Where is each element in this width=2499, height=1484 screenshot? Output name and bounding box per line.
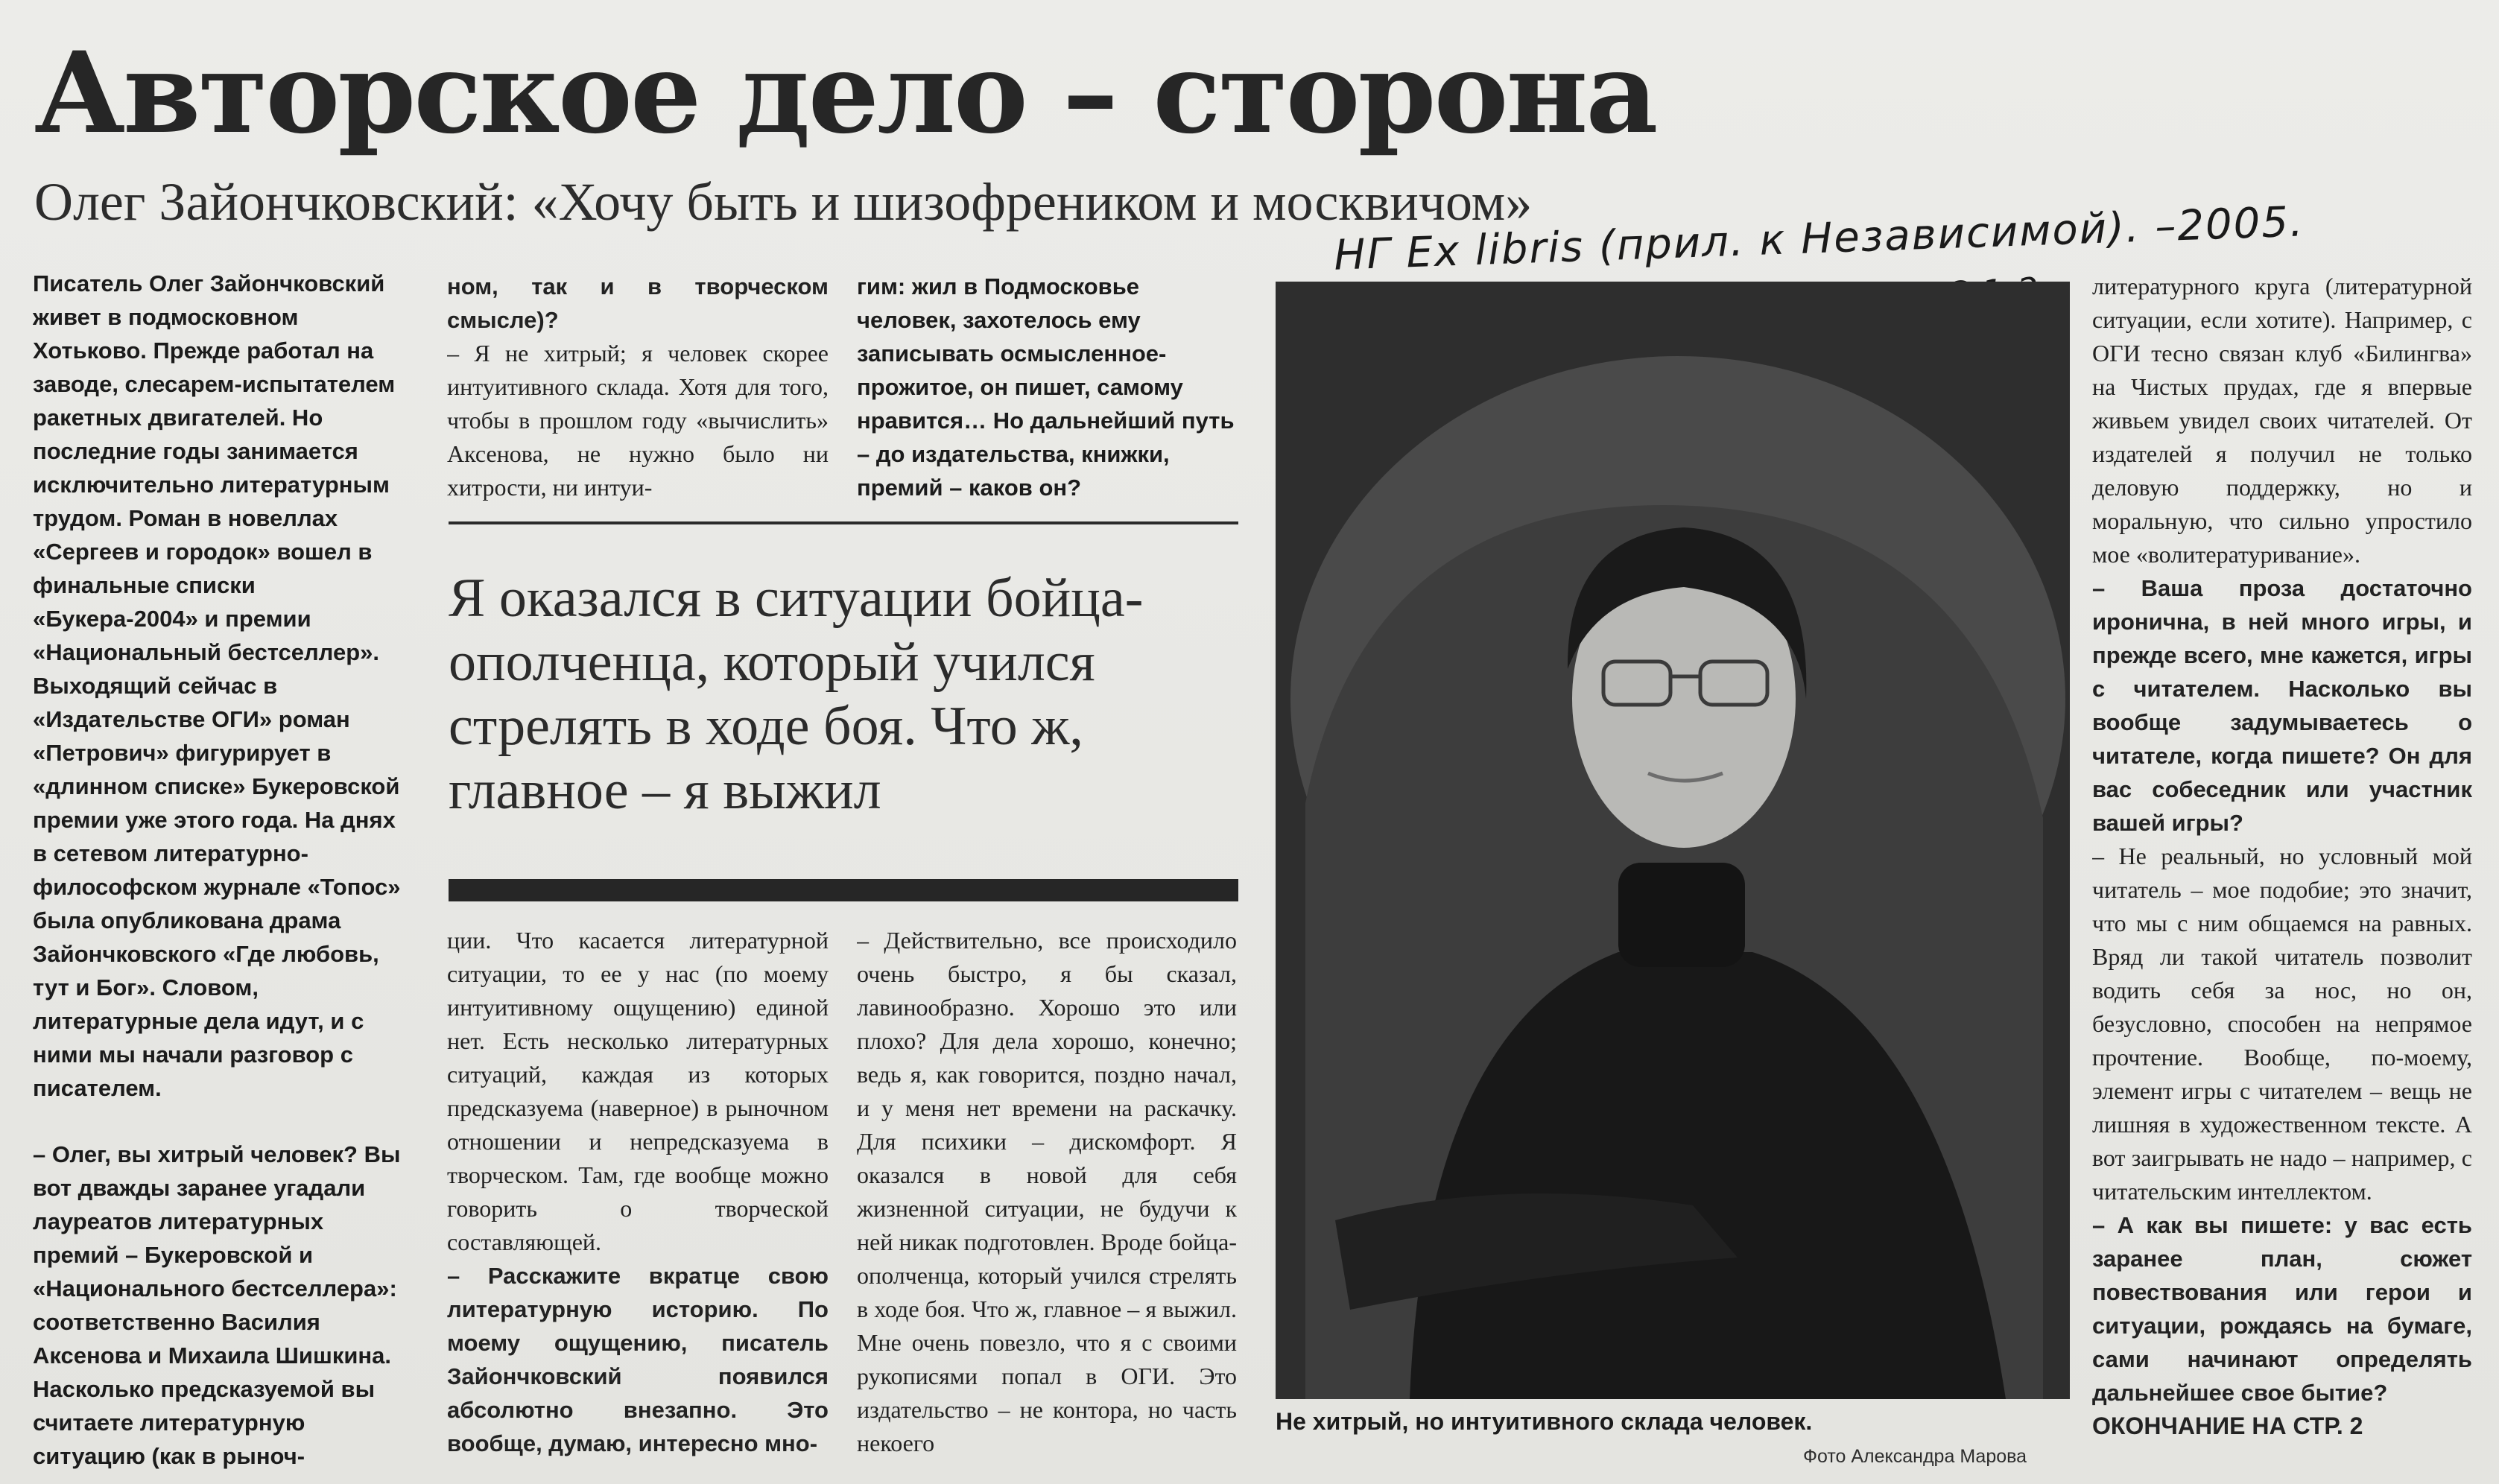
pullquote-top-rule [449, 521, 1238, 524]
column-3-bottom [857, 924, 1237, 1484]
pullquote: Я оказался в ситуации бойца-ополченца, который учился стрелять в ходе боя. Что ж, главное – я выжил [449, 568, 1144, 821]
column-3-top [857, 270, 1237, 501]
question-paragraph: гим: жил в Подмосковье человек, захотелось ему записывать осмысленное-прожитое, он пишет, самому нравится… Но дальнейший путь – до издательства, книжки, премий – каков он? [857, 273, 1235, 501]
photo-credit: Фото Александра Марова [1803, 1446, 2027, 1467]
answer-paragraph: – Не реальный, но условный мой читатель – мое подобие; это значит, что мы с ним общаемся на равных. Вряд ли такой читатель позволит водить себя за нос, но он, безусловно, способен на непрямое прочтение. Вообще, по-моему, элемент игры с читателем – вещь не лишняя в художественном тексте. А вот заигрывать не надо – например, с читательским интеллектом. [2092, 843, 2472, 1205]
pullquote-bottom-rule [449, 879, 1238, 901]
question-paragraph: – Ваша проза достаточно иронична, в ней много игры, и прежде всего, мне кажется, игры с читателем. Насколько вы вообще задумываетесь о читателе, когда пишете? Он для вас собеседник или участник вашей игры? [2092, 575, 2472, 836]
portrait-photo [1276, 282, 2070, 1399]
question-paragraph: – А как вы пишете: у вас есть заранее план, сюжет повествования или герои и ситуации, рождаясь на бумаге, сами начинают определять дальнейшее свое бытие? [2092, 1212, 2472, 1406]
question-ending: ном, так и в творческом смысле)? [447, 273, 829, 333]
portrait-illustration [1276, 282, 2070, 1399]
answer-paragraph: литературного круга (литературной ситуации, если хотите). Например, с ОГИ тесно связан клуб «Билингва» на Чистых прудах, где я впервые живьем увидел своих читателей. От издателей я получил не только деловую поддержку, но и моральную, что сильно упростило мое «волитературивание». [2092, 273, 2472, 568]
first-question: – Олег, вы хитрый человек? Вы вот дважды заранее угадали лауреатов литературных премий – Букеровской и «Национального бестселлера»: соответственно Василия Аксенова и Михаила Шишкина. Насколько предсказуемой вы считаете литературную ситуацию (как в рыноч- [33, 1141, 401, 1469]
answer-paragraph: – Я не хитрый; я человек скорее интуитивного склада. Хотя для того, чтобы в прошлом году «вычислить» Аксенова, не нужно было ни хитрости, ни интуи- [447, 340, 829, 501]
answer-paragraph: – Действительно, все происходило очень быстро, я бы сказал, лавинообразно. Хорошо это или плохо? Для дела хорошо, конечно; ведь я, как говорится, поздно начал, и у меня нет времени на раскачку. Для психики – дискомфорт. Я оказался в новой для себя жизненной ситуации, не будучи к ней никак подготовлен. Вроде бойца-ополченца, который учился стрелять в ходе боя. Что ж, главное – я выжил. Мне очень повезло, что я с своими рукописями попал в ОГИ. Это издательство – не контора, но часть некоего [857, 927, 1237, 1456]
headline: Авторское дело – сторона [34, 28, 1656, 159]
column-4 [2092, 270, 2472, 1484]
column-2-top [447, 270, 829, 501]
answer-paragraph: ции. Что касается литературной ситуации, то ее у нас (по моему интуитивному ощущению) единой нет. Есть несколько литературных ситуаций, каждая из которых предсказуема (наверное) в рыночном отношении и непредсказуема в творческом. Там, где вообще можно говорить о творческой составляющей. [447, 927, 829, 1255]
intro-paragraph: Писатель Олег Зайончковский живет в подмосковном Хотьково. Прежде работал на заводе, слесарем-испытателем ракетных двигателей. Но последние годы занимается исключительно литературным трудом. Роман в новеллах «Сергеев и городок» вошел в финальные списки «Букера-2004» и премии «Национальный бестселлер». Выходящий сейчас в «Издательстве ОГИ» роман «Петрович» фигурирует в «длинном списке» Букеровской премии уже этого года. На днях в сетевом литературно-философском журнале «Топос» была опубликована драма Зайончковского «Где любовь, тут и Бог». Словом, литературные дела идут, и с ними мы начали разговор с писателем. [33, 270, 401, 1101]
photo-caption: Не хитрый, но интуитивного склада человек. [1276, 1408, 1813, 1435]
subheadline: Олег Зайончковский: «Хочу быть и шизофреником и москвичом» [34, 172, 1533, 232]
intro-column [33, 267, 405, 1484]
continued-on-page-note: ОКОНЧАНИЕ НА СТР. 2 [2092, 1412, 2363, 1439]
question-paragraph: – Расскажите вкратце свою литературную историю. По моему ощущению, писатель Зайончковский появился абсолютно внезапно. Это вообще, думаю, интересно мно- [447, 1263, 829, 1456]
column-2-bottom [447, 924, 829, 1484]
handwritten-note-line1: НГ Ex libris (прил. к Независимой). –2005. [1333, 197, 2305, 280]
